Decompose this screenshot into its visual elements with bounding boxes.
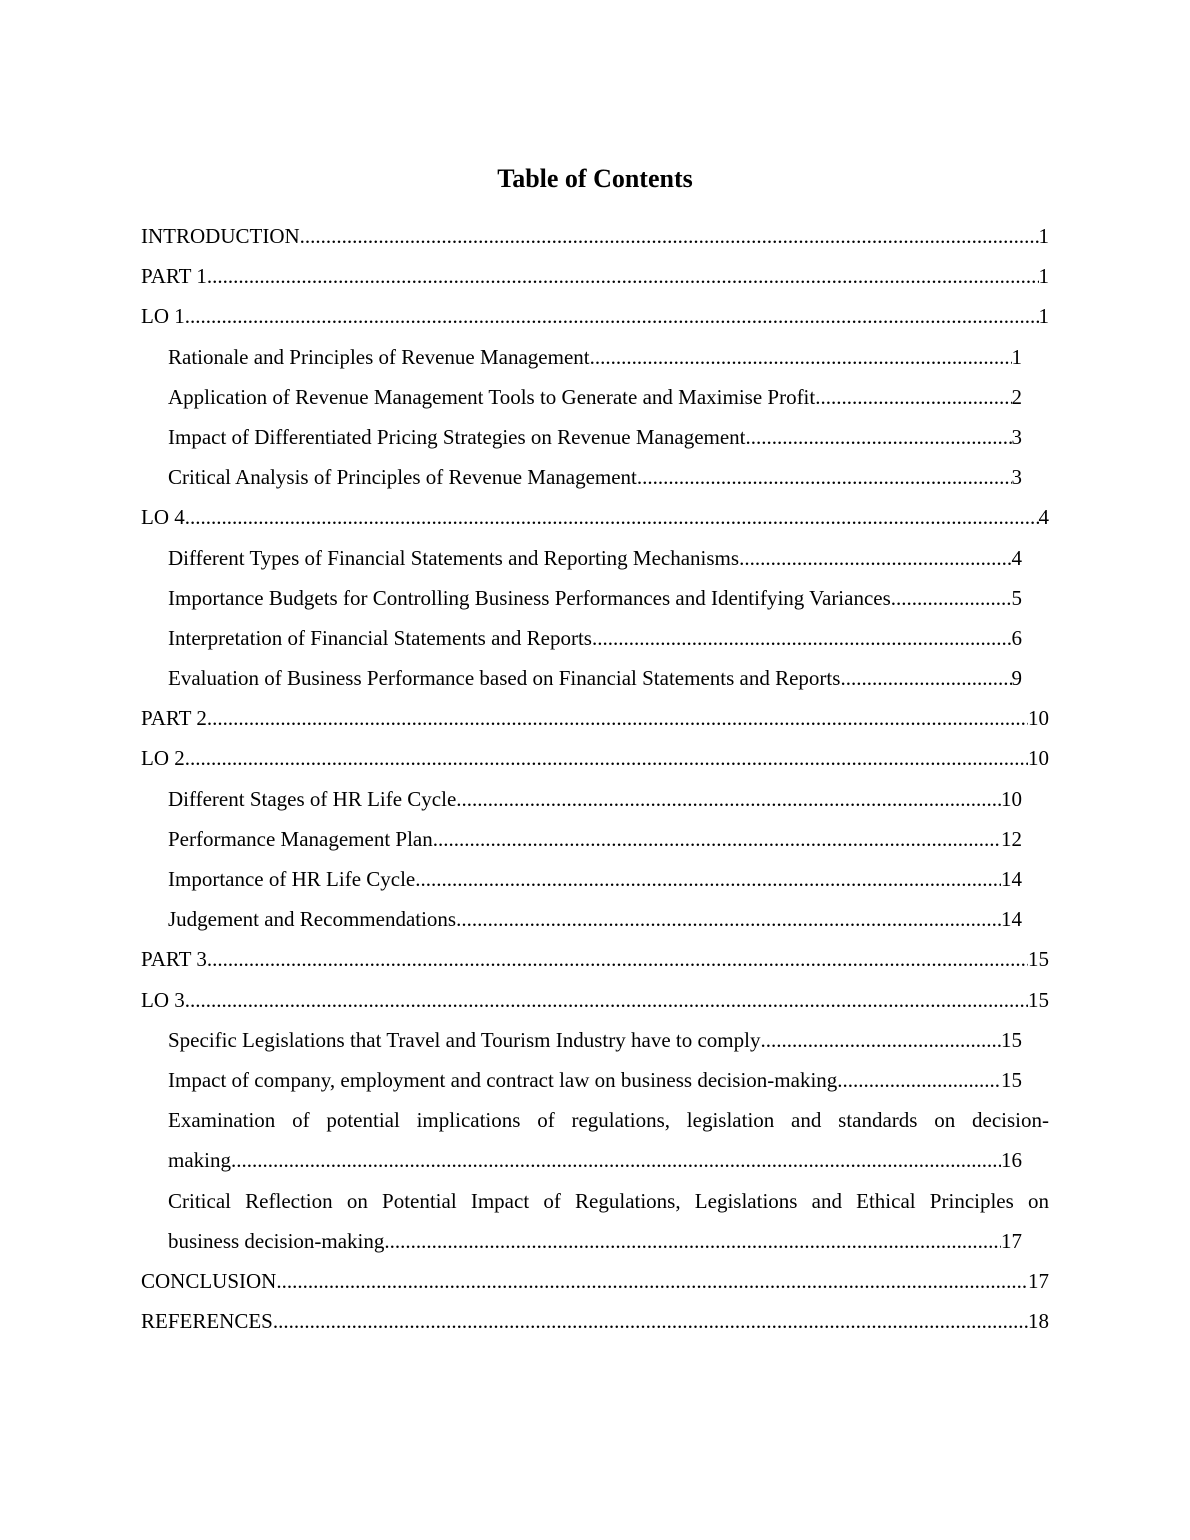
dot-leader	[592, 618, 1012, 658]
toc-entry-page: 1	[1038, 224, 1049, 248]
dot-leader	[843, 1060, 1001, 1100]
toc-entry-label: PART 1	[141, 264, 207, 289]
toc-entry-part-2[interactable]	[141, 698, 1049, 738]
toc-entry-page: 16	[1001, 1148, 1022, 1173]
dot-leader	[231, 1140, 1001, 1180]
dot-leader	[185, 296, 1039, 336]
toc-entry-lo-1[interactable]	[141, 296, 1049, 336]
toc-entry-lo-3[interactable]	[141, 980, 1049, 1020]
toc-entry-label: Impact of company, employment and contract law on business decision-making.	[168, 1067, 843, 1092]
page-title: Table of Contents	[497, 164, 693, 193]
toc-entry-label: Critical Analysis of Principles of Revenue Management	[168, 465, 637, 490]
toc-entry-page: 15	[1001, 1027, 1022, 1052]
toc-entry-label-line-1: Critical Reflection on Potential Impact of Regulations, Legislations and Ethical Principles on	[168, 1188, 1049, 1213]
toc-entry-second-line	[168, 1140, 1022, 1180]
toc-entry-part-1[interactable]	[141, 256, 1049, 296]
toc-entry-label-line-2: business decision-making	[168, 1228, 385, 1253]
toc-entry-page: 15	[1028, 987, 1049, 1012]
toc-entry-page: 3	[1011, 424, 1022, 449]
toc-entry-label: Different Types of Financial Statements and Reporting Mechanisms	[168, 545, 740, 570]
toc-entry-label: Performance Management Plan	[168, 826, 433, 851]
toc-entry-lo-2[interactable]	[141, 738, 1049, 778]
toc-entry-specific-legislations[interactable]	[141, 1020, 1049, 1060]
toc-entry-page: 14	[1001, 867, 1022, 891]
dot-leader	[273, 1301, 1028, 1341]
dot-leader	[456, 779, 1001, 819]
toc-entry-label: Rationale and Principles of Revenue Management	[168, 344, 590, 369]
toc-entry-importance-budgets[interactable]	[141, 578, 1049, 618]
toc-entry-page: 15	[1001, 1067, 1022, 1092]
toc-entry-label: Application of Revenue Management Tools to Generate and Maximise Profit	[168, 384, 816, 409]
toc-entry-label: REFERENCES	[141, 1309, 273, 1334]
dot-leader	[739, 538, 1011, 578]
toc-entry-page: 12	[1001, 826, 1022, 851]
toc-entry-page: 1	[1011, 344, 1022, 369]
toc-entry-performance-management-plan[interactable]	[141, 819, 1049, 859]
toc-entry-label: LO 2	[141, 746, 185, 771]
toc-entry-label: LO 1	[141, 304, 185, 329]
dot-leader	[384, 1221, 1001, 1261]
toc-entry-page: 5	[1011, 585, 1022, 610]
toc-entry-page: 4	[1038, 505, 1049, 530]
toc-entry-page: 4	[1011, 545, 1022, 570]
dot-leader	[891, 578, 1012, 618]
dot-leader	[760, 1020, 1001, 1060]
dot-leader	[207, 939, 1028, 979]
toc-entry-page: 10	[1028, 706, 1049, 731]
toc-entry-page: 17	[1028, 1268, 1049, 1293]
toc-entry-label: Importance of HR Life Cycle	[168, 867, 416, 891]
toc-entry-label: LO 4	[141, 505, 185, 530]
dot-leader	[815, 377, 1011, 417]
toc-entry-page: 2	[1011, 384, 1022, 409]
dot-leader	[185, 980, 1028, 1020]
dot-leader	[276, 1261, 1028, 1301]
toc-entry-examination-implications[interactable]	[141, 1100, 1049, 1180]
toc-entry-differentiated-pricing[interactable]	[141, 417, 1049, 457]
toc-entry-label-line-1: Examination of potential implications of regulations, legislation and standards on decision-	[168, 1108, 1049, 1133]
dot-leader	[456, 899, 1001, 939]
toc-entry-label-line-2: making	[168, 1148, 231, 1173]
toc-entry-label: INTRODUCTION	[141, 224, 300, 248]
toc-entry-second-line	[168, 1221, 1022, 1261]
dot-leader	[207, 698, 1028, 738]
toc-entry-page: 10	[1001, 786, 1022, 811]
toc-entry-label: Evaluation of Business Performance based on Financial Statements and Reports	[168, 666, 841, 691]
toc-entry-label: PART 2	[141, 706, 207, 731]
toc-entry-page: 1	[1038, 304, 1049, 329]
toc-entry-label: Impact of Differentiated Pricing Strategies on Revenue Management	[168, 424, 746, 449]
toc-entry-label: Specific Legislations that Travel and Tourism Industry have to comply	[168, 1027, 761, 1052]
dot-leader	[185, 497, 1039, 537]
toc-entry-label: LO 3	[141, 987, 185, 1012]
toc-entry-label: Judgement and Recommendations	[168, 907, 457, 932]
toc-entry-financial-statements-types[interactable]	[141, 538, 1049, 578]
toc-entry-label: Interpretation of Financial Statements and Reports	[168, 625, 592, 650]
dot-leader	[590, 337, 1012, 377]
toc-entry-part-3[interactable]	[141, 939, 1049, 979]
dot-leader	[746, 417, 1012, 457]
toc-entry-page: 1	[1038, 264, 1049, 289]
toc-entry-label: Different Stages of HR Life Cycle	[168, 786, 457, 811]
toc-entry-label: PART 3	[141, 947, 207, 972]
toc-entry-rationale-principles[interactable]	[141, 337, 1049, 377]
dot-leader	[433, 819, 1001, 859]
dot-leader	[300, 216, 1039, 256]
toc-entry-interpretation-statements[interactable]	[141, 618, 1049, 658]
toc-entry-label: Importance Budgets for Controlling Business Performances and Identifying Variances	[168, 585, 891, 610]
toc-entry-page: 17	[1001, 1228, 1022, 1253]
toc-entry-evaluation-performance[interactable]	[141, 658, 1049, 698]
dot-leader	[185, 738, 1028, 778]
toc-entry-page: 15	[1028, 947, 1049, 972]
toc-entry-critical-analysis[interactable]	[141, 457, 1049, 497]
toc-entry-introduction[interactable]	[141, 216, 1049, 256]
toc-entry-page: 9	[1011, 666, 1022, 691]
toc-entry-hr-life-cycle-stages[interactable]	[141, 779, 1049, 819]
toc-entry-page: 3	[1011, 465, 1022, 490]
dot-leader	[415, 859, 1001, 899]
toc-entry-page: 6	[1011, 625, 1022, 650]
toc-entry-lo-4[interactable]	[141, 497, 1049, 537]
toc-entry-application-tools[interactable]	[141, 377, 1049, 417]
toc-entry-page: 18	[1028, 1309, 1049, 1334]
toc-entry-label: CONCLUSION	[141, 1268, 277, 1293]
dot-leader	[637, 457, 1012, 497]
toc-entry-conclusion[interactable]	[141, 1261, 1049, 1301]
toc-entry-references[interactable]	[141, 1301, 1049, 1341]
dot-leader	[207, 256, 1039, 296]
dot-leader	[840, 658, 1011, 698]
toc-entry-importance-hr-life-cycle[interactable]	[141, 859, 1049, 899]
toc-entry-page: 10	[1028, 746, 1049, 771]
toc-entry-page: 14	[1001, 907, 1022, 932]
toc-entry-judgement-recommendations[interactable]	[141, 899, 1049, 939]
toc-entry-impact-company-law[interactable]	[141, 1060, 1049, 1100]
toc-entry-critical-reflection[interactable]	[141, 1181, 1049, 1261]
toc-list	[141, 216, 1049, 1341]
